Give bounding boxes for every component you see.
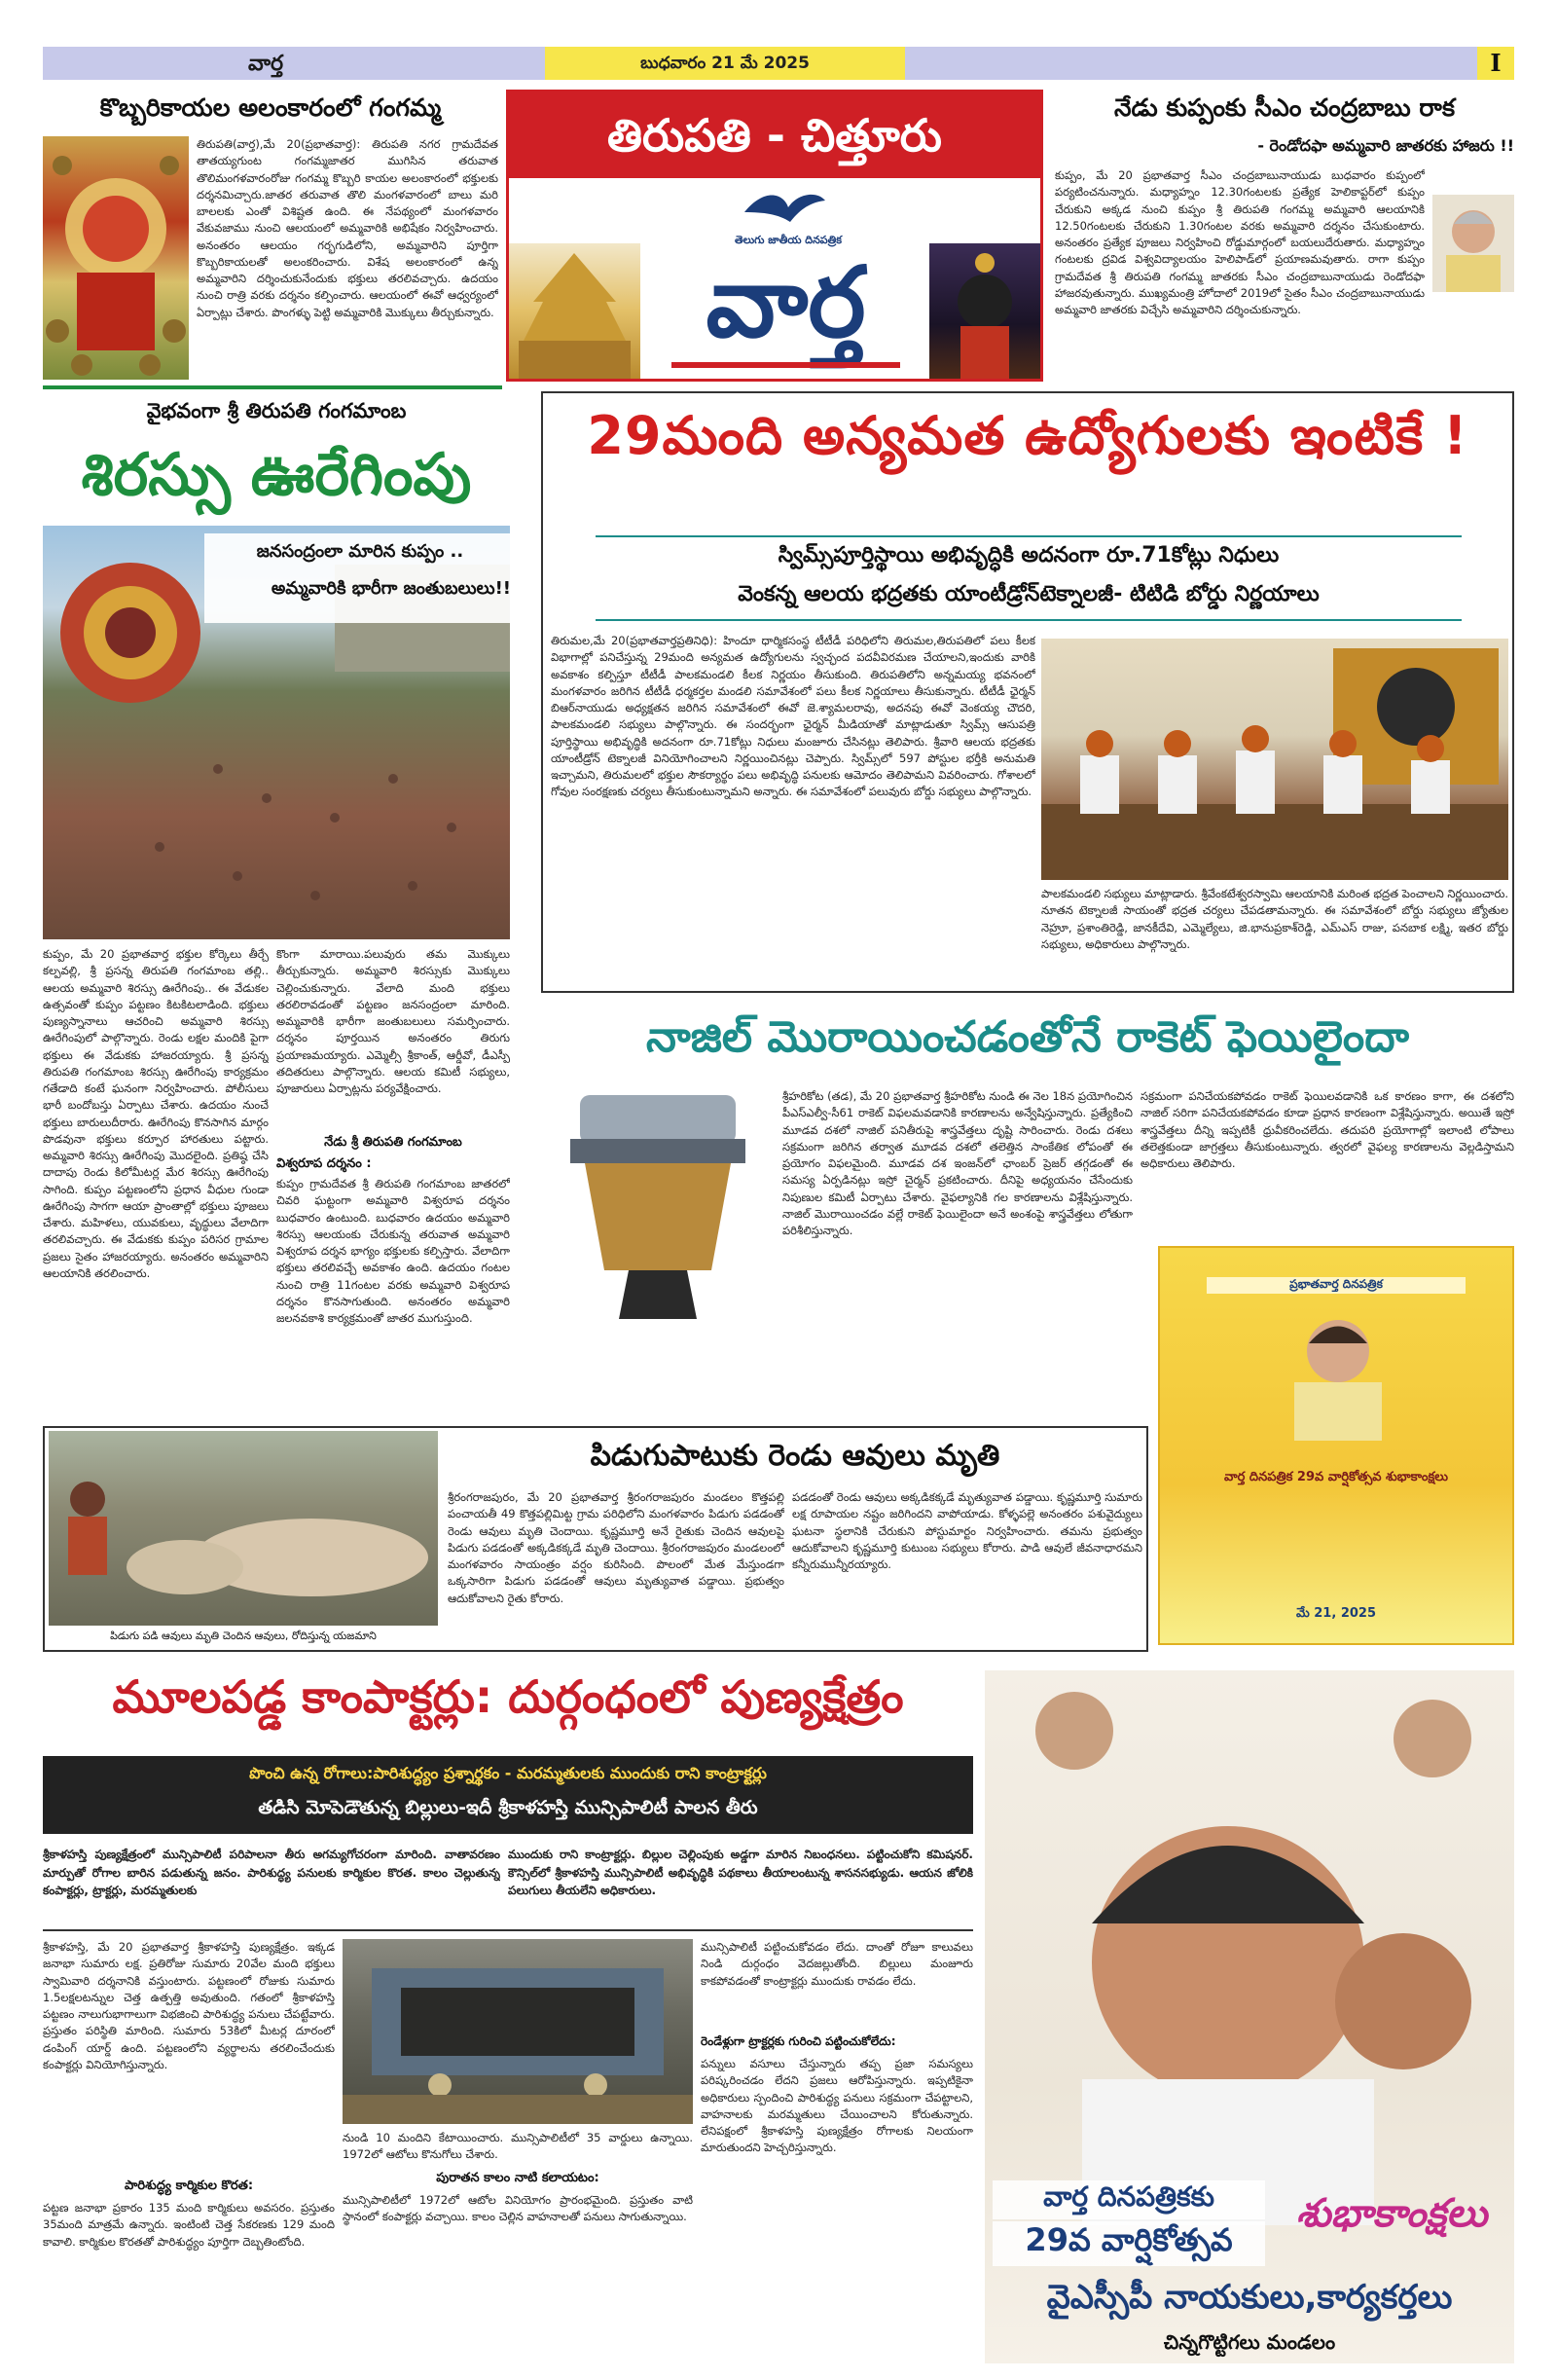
ttd-sub1: స్విమ్స్‌పూర్తిస్థాయి అభివృద్ధికి అదనంగా రూ.71కోట్లు నిధులు [778,543,1280,568]
rocket-body: శ్రీహరికోట (తడ), మే 20 ప్రభాతవార్త శ్రీహరికోట నుండి ఈ నెల 18న ప్రయోగించిన పీఎస్ఎల్వీ-సీ61 రాకెట్ విఫలమవడానికి కారణాలను అన్వేషిస్తున్నారు. ప్రత్యేకించి మూడవ దశలో నాజిల్ పనితీరుపై శాస్త్రవేత్తలు దృష్టి సారించారు. రెండు దశలు సక్రమంగా జరిగిన తర్వాత మూడవ దశలో తలెత్తిన సాంకేతిక లోపంతో ఈ ప్రయోగం విఫలమైంది. మూడవ దశ ఇంజన్‌లో ఛాంబర్ ప్రెజర్ తగ్గడంతో ఈ సమస్య ఏర్పడినట్లు ఇస్రో చైర్మన్ ప్రకటించారు. దీనిపై అధ్యయనం చేసేందుకు నిపుణుల కమిటీ ఏర్పాటు చేశారు. వైఫల్యానికి గల కారణాలను విశ్లేషిస్తున్నారు. నాజిల్ మొరాయించడం వల్లే రాకెట్ ఫెయిలైందా అనే అంశంపై శాస్త్రవేత్తలు లోతుగా పరిశీలిస్తున్నారు. [782,1089,1133,1237]
sirassu-body-left: కుప్పం, మే 20 ప్రభాతవార్త భక్తుల కోర్కెలు తీర్చే కల్పవల్లి, శ్రీ ప్రసన్న తిరుపతి గంగమాంబ తల్లి.. ఆలయ అమ్మవారి శిరస్సు ఊరేగింపు.. ఈ వేడుకల ఉత్సవంతో కుప్పం పట్టణం కిటకిటలాడింది. భక్తులు పుణ్యస్నానాలు ఆచరించి అమ్మవారి శిరస్సు ఊరేగింపులో పాల్గొన్నారు. రెండు లక్షల మందికి పైగా భక్తులు ఈ వేడుకకు హాజరయ్యారు. శ్రీ ప్రసన్న తిరుపతి గంగమాంబ శిరస్సు ఊరేగింపు కార్యక్రమం గతేడాది కంటే ఘనంగా నిర్వహించారు. పోలీసులు భారీ బందోబస్తు ఏర్పాటు చేశారు. ఉదయం నుంచే భక్తులు బారులుదీరారు. ఊరేగింపు కొనసాగిన మార్గం పొడవునా భక్తులు కర్పూర హారతులు పట్టారు. అమ్మవారి శిరస్సు ఊరేగింపు మొదలైంది. ప్రతిష్ఠ చేసి దాదాపు రెండు కిలోమీటర్ల మేర శిరస్సు ఊరేగింపు సాగింది. కుప్పం పట్టణంలోని ప్రధాన వీధుల గుండా ఊరేగింపు సాగగా ఆయా ప్రాంతాల్లో భక్తులు పూజలు చేశారు. మహిళలు, యువకులు, వృద్ధులు వేలాదిగా తరలివచ్చారు. ఈ వేడుకకు కుప్పం పరిసర గ్రామాల ప్రజలు సైతం హాజరయ్యారు. అనంతరం అమ్మవారిని ఆలయానికి తరలించారు. [43,947,269,1280]
compactors-body-right2: పన్నులు వసూలు చేస్తున్నారు తప్ప ప్రజా సమస్యలు పరిష్కరించడం లేదని ప్రజలు ఆరోపిస్తున్నారు. ఇప్పటికైనా అధికారులు స్పందించి పారిశుద్ధ్య పనులు సక్రమంగా చేపట్టాలని, వాహనాలకు మరమ్మతులు చేయించాలని కోరుతున్నారు. లేనిపక్షంలో శ్రీకాళహస్తి పుణ్యక్షేత్రం రోగాలకు నిలయంగా మారుతుందని హెచ్చరిస్తున్నారు. [701,2057,973,2155]
cm-visit-headline: నేడు కుప్పంకు సీఎం చంద్రబాబు రాక [1114,93,1455,122]
rocket-engine-photo [541,1085,775,1324]
ad1-portrait [1255,1304,1421,1441]
compactors-box-body: పట్టణ జనాభా ప్రకారం 135 మంది కార్మికులు అవసరం. ప్రస్తుతం 35మంది మాత్రమే ఉన్నారు. ఇంటింటి చెత్త సేకరణకు 129 మంది కావాలి. కార్మికుల కొరతతో పారిశుద్ధ్యం పూర్తిగా దెబ్బతింటోంది. [43,2201,335,2249]
dove-icon [740,183,827,232]
sirassu-box-sub: విశ్వరూప దర్శనం : [276,1156,372,1171]
sirassu-box-title: నేడు శ్రీ తిరుపతి గంగమాంబ [324,1135,462,1150]
lightning-headline: పిడుగుపాటుకు రెండు ఆవులు మృతి [590,1439,1000,1473]
sirassu-headline: శిరస్సు ఊరేగింపు [81,441,472,509]
compactors-sub1: పొంచి ఉన్న రోగాలు:పారిశుద్ధ్యం ప్రశ్నార్థకం - మరమ్మతులకు ముందుకు రాని కాంట్రాక్టర్లు [249,1764,767,1782]
nameplate-underline [671,362,900,368]
cm-visit-subhead: - రెండోదఫా అమ్మవారి జాతరకు హాజరు !! [1257,136,1514,155]
lightning-cows-photo [49,1431,438,1626]
rocket-headline: నాజిల్ మొరాయించడంతోనే రాకెట్ ఫెయిలైందా [645,1012,1409,1062]
cm-portrait [1432,195,1514,292]
sirassu-sub1: జనసంద్రంలా మారిన కుప్పం .. [256,541,464,562]
compactors-intro-left: శ్రీకాళహస్తి పుణ్యక్షేత్రంలో మున్సిపాలిటీ పరిపాలనా తీరు అగమ్యగోచరంగా మారింది. వాతావరణం మార్పుతో రోగాల బారిన పడుతున్న జనం. పారిశుద్ధ్య పనులకు కార్మికుల కొరత. కాలం చెల్లుతున్న కంపాక్టర్లు, ట్రాక్టర్లు, మరమ్మతులకు [43,1848,500,1898]
cm-visit-body: కుప్పం, మే 20 ప్రభాతవార్త సీఎం చంద్రబాబునాయుడు బుధవారం కుప్పంలో పర్యటించనున్నారు. మధ్యాహ్నం 12.30గంటలకు ప్రత్యేక హెలికాప్టర్‌లో కుప్పం చేరుకుని అక్కడ నుంచి కుప్పం శ్రీ తిరుపతి గంగమ్మ అమ్మవారి ఆలయానికి 12.50గంటలకు చేరుకుని 1.30గంటల వరకు అమ్మవారి దర్శనం చేసుకుంటారు. అనంతరం ప్రత్యేక పూజలు నిర్వహించి రోడ్డుమార్గంలో బయలుదేరుతారు. మధ్యాహ్నం గంటలకు ద్రవిడ విశ్వవిద్యాలయం హెలిపాడ్‌లో ప్రయాణమవుతారు. రాగా కుప్పం గ్రామదేవత శ్రీ తిరుపతి గంగమ్మ జాతరకు సీఎం చంద్రబాబునాయుడు రెండోదఫా హాజరవుతున్నారు. ముఖ్యమంత్రి హోదాలో 2019లో సైతం సీఎం చంద్రబాబునాయుడు అమ్మవారి జాతరకు విచ్చేసి అమ్మవారిని దర్శించుకున్నారు. [1055,168,1425,316]
compactors-right-box-title: రెండేళ్లుగా ట్రాక్టర్లకు గురించి పట్టించుకోలేదు: [701,2034,896,2048]
nameplate-edition: తిరుపతి - చిత్తూరు [607,109,942,162]
ad1-title: ప్రభాతవార్త దినపత్రిక [1207,1277,1466,1294]
sirassu-box-body: కుప్పం గ్రామదేవత శ్రీ తిరుపతి గంగమాంబ జాతరలో చివరి ఘట్టంగా అమ్మవారి విశ్వరూప దర్శనం బుధవారం ఉంటుంది. బుధవారం ఉదయం అమ్మవారి శిరస్సు ఆలయంకు చేరుకున్న తరువాత అమ్మవారి విశ్వరూప దర్శన భాగ్యం భక్తులకు కల్పిస్తారు. వేలాదిగా భక్తులు తరలివచ్చే అవకాశం ఉంది. ఉదయం గంటల నుంచి రాత్రి 11గంటల వరకు అమ్మవారి విశ్వరూప దర్శనం కొనసాగుతుంది. అనంతరం అమ్మవారి జలనవకాశి కార్యక్రమంతో జాతర ముగుస్తుంది. [276,1177,510,1325]
sirassu-sub2: అమ్మవారికి భారీగా జంతుబలులు!! [271,578,511,599]
ad1-name: వార్త దినపత్రిక 29వ వార్షికోత్సవ శుభాకాంక్షలు [1224,1470,1448,1484]
lightning-body: శ్రీరంగరాజపురం, మే 20 ప్రభాతవార్త శ్రీరంగరాజపురం మండలం కొత్తపల్లి పంచాయతీ 49 కొత్తపల్లిమిట్ట గ్రామ పరిధిలోని మంగళవారం పిడుగు పడడంతో రెండు ఆవులు మృతి చెందాయి. కృష్ణమూర్తి అనే రైతుకు చెందిన ఆవులపై పిడుగు పడడంతో అక్కడికక్కడే మృతి చెందాయి. శ్రీరంగరాజపురం మండలంలో మంగళవారం సాయంత్రం వర్షం కురిసింది. పొలంలో మేత మేస్తుండగా ఒక్కసారిగా పిడుగు పడడంతో ఆవులు మృత్యువాత పడ్డాయి. ప్రభుత్వం ఆదుకోవాలని రైతు కోరారు. [448,1490,784,1605]
compactors-body-left: శ్రీకాళహస్తి, మే 20 ప్రభాతవార్త శ్రీకాళహస్తి పుణ్యక్షేత్రం. ఇక్కడ జనాభా సుమారు లక్ష. ప్రతిరోజు సుమారు 20వేల మంది భక్తులు స్వామివారి దర్శనానికి వస్తుంటారు. పట్టణంలో రోజుకు సుమారు 1.5లక్షలటన్నుల చెత్త ఉత్పత్తి అవుతుంది. గతంలో శ్రీకాళహస్తి పట్టణం నాలుగుభాగాలుగా విభజించి పారిశుద్ధ్య పనులు చేపట్టేవారు. ప్రస్తుతం పరిస్థితి మారింది. సుమారు 53కిలో మీటర్ల దూరంలో డంపింగ్ యార్డ్ ఉంది. పట్టణంలోని వ్యర్థాలను తరలించేందుకు కంపాక్టర్లు వినియోగిస్తున్నారు. [43,1940,335,2071]
compactor-vehicle-photo [343,1939,693,2124]
compactors-intro-right: ముందుకు రాని కాంట్రాక్టర్లు. బిల్లుల చెల్లింపుకు అడ్డగా మారిన నిబంధనలు. పట్టించుకోని కమిషనర్. కౌన్సిల్‌లో శ్రీకాళహస్తి మున్సిపాలిటీ అభివృద్ధికి పథకాలు తీయాలంటున్న శాసనసభ్యుడు. ఆయన జోలికి పలుగులు తీయలేని అధికారులు. [508,1848,973,1898]
lightning-caption: పిడుగు పడి ఆవులు మృతి చెందిన ఆవులు, రోదిస్తున్న యజమాని [110,1629,377,1642]
ttd-sub2: వెంకన్న ఆలయ భద్రతకు యాంటీడ్రోన్‌టెక్నాలజీ- టిటిడి బోర్డు నిర్ణయాలు [738,582,1320,606]
ttd-body: తిరుమల,మే 20(ప్రభాతవార్తప్రతినిధి): హిందూ ధార్మికసంస్థ టీటీడీ పరిధిలోని తిరుమల,తిరుపతిలో పలు కీలక విభాగాల్లో పనిచేస్తున్న 29మంది అన్యమత ఉద్యోగులను స్వచ్ఛంద పదవీవిరమణ చేయాలని,ఇందుకు వారికి అవకాశం కల్పిస్తూ టీటీడీ పాలకమండలి కీలక నిర్ణయం తీసుకుంది. తిరుపతిలోని అన్నమయ్య భవనంలో మంగళవారం జరిగిన టీటీడీ ధర్మకర్తల మండలి సమావేశంలో పలు కీలక నిర్ణయాలు తీసుకున్నారు. టీటీడీ ఛైర్మన్ బిఆర్‌నాయుడు అధ్యక్షతన జరిగిన సమావేశంలో ఈవో జె.శ్యామలరావు, అదనపు ఈవో వెంకయ్య చౌదరి, పాలకమండలి సభ్యులు పాల్గొన్నారు. ఈ సందర్భంగా ఛైర్మన్ మీడియాతో మాట్లాడుతూ స్విమ్స్ ఆసుపత్రి పూర్తిస్థాయి అభివృద్ధికి అదనంగా రూ.71కోట్లు నిధులు మంజూరు చేసినట్లు తెలిపారు. శ్రీవారి ఆలయ భద్రతకు యాంటీడ్రోన్ టెక్నాలజీ వినియోగించాలని నిర్ణయించినట్లు చెప్పారు. స్విమ్స్‌లో 597 పోస్టుల భర్తీకి అనుమతి ఇచ్చామని, తిరుమలలో భక్తుల సౌకర్యార్థం పలు అభివృద్ధి పనులకు ఆమోదం తెలిపామని వివరించారు. గోశాలలో గోవుల సంరక్షణకు చర్యలు తీసుకుంటున్నామని అన్నారు. ఈ సమావేశంలో పలువురు బోర్డు సభ్యులు పాల్గొన్నారు. [551,634,1035,799]
sirassu-kicker: వైభవంగా శ్రీ తిరుపతి గంగమాంబ [146,399,407,422]
ttd-board-meeting-photo [1041,639,1508,880]
ad1-footer: మే 21, 2025 [1295,1606,1377,1621]
ttd-headline: 29మంది అన్యమత ఉద్యోగులకు ఇంటికే ! [587,405,1468,466]
compactors-mid-body: మున్సిపాలిటీలో 1972లో ఆటోల వినియోగం ప్రారంభమైంది. ప్రస్తుతం వాటి స్థానంలో కంపాక్టర్లు వచ్చాయి. కాలం చెల్లిన వాహనాలతో పనులు సాగుతున్నాయి. [343,2193,693,2224]
nameplate-tagline: తెలుగు జాతీయ దినపత్రిక [735,234,842,246]
temple-gopuram-photo [509,243,640,379]
compactors-intro-rule [43,1929,973,1931]
rocket-body-right: సక్రమంగా పనిచేయకపోవడం రాకెట్ ఫెయిలవడానికి ఒక కారణం కాగా, ఈ దశలోని నాజిల్ సరిగా పనిచేయకపోవడం కూడా ప్రధాన కారణంగా విశ్లేషిస్తున్నారు. అయితే ఇస్రో శాస్త్రవేత్తలు దీన్ని ఇప్పటికీ ధ్రువీకరించలేదు. తదుపరి ప్రయోగాల్లో ఇలాంటి లోపాలు తలెత్తకుండా జాగ్రత్తలు తీసుకుంటున్నారు. త్వరలో వైఫల్య కారణాలను వెల్లడిస్తామని అధికారులు తెలిపారు. [1141,1089,1514,1170]
compactors-box-title: పారిశుద్ధ్య కార్మికుల కొరత: [124,2179,254,2193]
ad2-line2: 29వ వార్షికోత్సవ [993,2221,1265,2266]
ttd-body-right: పాలకమండలి సభ్యులు మాట్లాడారు. శ్రీవేంకటేశ్వరస్వామి ఆలయానికి మరింత భద్రత పెంచాలని నిర్ణయించారు. నూతన టెక్నాలజీ సాయంతో భద్రత చర్యలు చేపడతామన్నారు. ఈ సమావేశంలో బోర్డు సభ్యులు జ్యోతుల నెహ్రూ, ప్రశాంతిరెడ్డి, జానకీదేవి, ఎమ్మెల్యేలు, జి.భానుప్రకాశ్‌రెడ్డి, ఎమ్‌ఎస్ రాజు, పనబాక లక్ష్మి, ఇతర బోర్డు సభ్యులు, అధికారులు పాల్గొన్నారు. [1041,887,1508,951]
compactors-mid-box-title: పురాతన కాలం నాటి కలాయటం: [436,2171,599,2185]
separator-top [43,385,502,389]
gangamma-headline: కొబ్బరికాయల అలంకారంలో గంగమ్మ [99,93,442,122]
compactors-sub2: తడిసి మోపెడౌతున్న బిల్లులు-ఇదీ శ్రీకాళహస్తి మున్సిపాలిటీ పాలన తీరు [258,1797,758,1818]
deity-photo [929,243,1040,379]
compactors-body-mid: నుండి 10 మందిని కేటాయించారు. మున్సిపాలిటీలో 35 వార్డులు ఉన్నాయి. 1972లో ఆటోలు కొనుగోలు చేశారు. [343,2131,693,2162]
compactors-body-right: మున్సిపాలిటీ పట్టించుకోవడం లేదు. దాంతో రోజూ కాలువలు నిండి దుర్గంధం వెదజల్లుతోంది. బిల్లులు మంజూరు కాకపోవడంతో కాంట్రాక్టర్లు ముందుకు రావడం లేదు. [701,1940,973,1988]
header-date: బుధవారం 21 మే 2025 [640,54,810,73]
ad2-place: చిన్నగొట్టిగలు మండలం [1163,2330,1336,2354]
header-masthead: వార్త [248,51,284,76]
ad2-sponsor: వైఎస్సీపీ నాయకులు,కార్యకర్తలు [1046,2278,1453,2317]
sirassu-body-right: కొంగా మారాయి.పలువురు తమ మొక్కులు తీర్చుకున్నారు. అమ్మవారి శిరస్సుకు మొక్కులు చెల్లించుకున్నారు. వేలాది మంది భక్తులు తరలిరావడంతో పట్టణం జనసంద్రంలా మారింది. అమ్మవారికి భారీగా జంతుబలులు సమర్పించారు. దర్శనం పూర్తయిన అనంతరం తిరుగు ప్రయాణమయ్యారు. ఎమ్మెల్సీ శ్రీకాంత్, ఆర్డీవో, డీఎస్పీ తదితరులు పాల్గొన్నారు. ఆలయ కమిటీ సభ్యులు, పూజారులు ఏర్పాట్లను పర్యవేక్షించారు. [276,947,510,1095]
gangamma-body: తిరుపతి(వార్త),మే 20(ప్రభాతవార్త): తిరుపతి నగర గ్రామదేవత తాతయ్యగుంట గంగమ్మజాతర ముగిసిన తరువాత తొలిమంగళవారంరోజు గంగమ్మ కొబ్బరి కాయల అలంకారంలో భక్తులకు దర్శనమిచ్చారు.జాతర తరువాత తొలి మంగళవారంలో బాలు మరి బాలలకు ఎంతో విశిష్టత ఉంది. ఈ నేపథ్యంలో మంగళవారం వేకువజాము నుంచి ఆలయంలో అమ్మవారికి అభిషేకం నిర్వహించారు. అనంతరం ఆలయం గర్భగుడిలోని, అమ్మవారిని పూర్తిగా కొబ్బరికాయలతో అలంకరించారు. విశేష అలంకారంలో ఉన్న అమ్మవారిని దర్శించుకునేందుకు భక్తులు తరలివచ్చారు. ఉదయం నుంచి రాత్రి వరకు దర్శనం కల్పించారు. ఆలయంలో ఈవో ఆధ్వర్యంలో ఏర్పాట్లు చేశారు. పొంగళ్ళు పెట్టి అమ్మవారికి మొక్కులు తీర్చుకున్నారు. [197,137,498,319]
header-page-number: I [1490,49,1502,77]
ad2-line1: వార్త దినపత్రికకు [993,2180,1265,2219]
ad2-greeting: శుభాకాంక్షలు [1295,2190,1488,2236]
nameplate-title: వార్త [706,244,866,359]
lightning-body-right: పడడంతో రెండు ఆవులు అక్కడికక్కడే మృత్యువాత పడ్డాయి. కృష్ణమూర్తి సుమారు లక్ష రూపాయల నష్టం జరిగిందని వాపోయాడు. కోళ్ళపల్లె అనంతరం పశువైద్యులు ఘటనా స్థలానికి చేరుకుని పోస్టుమార్టం నిర్వహించారు. తమను ప్రభుత్వం ఆదుకోవాలని కృష్ణమూర్తి కుటుంబ సభ్యులు కోరారు. పాడి ఆవులే జీవనాధారమని కన్నీరుమున్నీరయ్యారు. [792,1490,1142,1571]
compactors-headline: మూలపడ్డ కాంపాక్టర్లు: దుర్గంధంలో పుణ్యక్షేత్రం [112,1670,904,1723]
gangamma-photo [43,136,189,380]
